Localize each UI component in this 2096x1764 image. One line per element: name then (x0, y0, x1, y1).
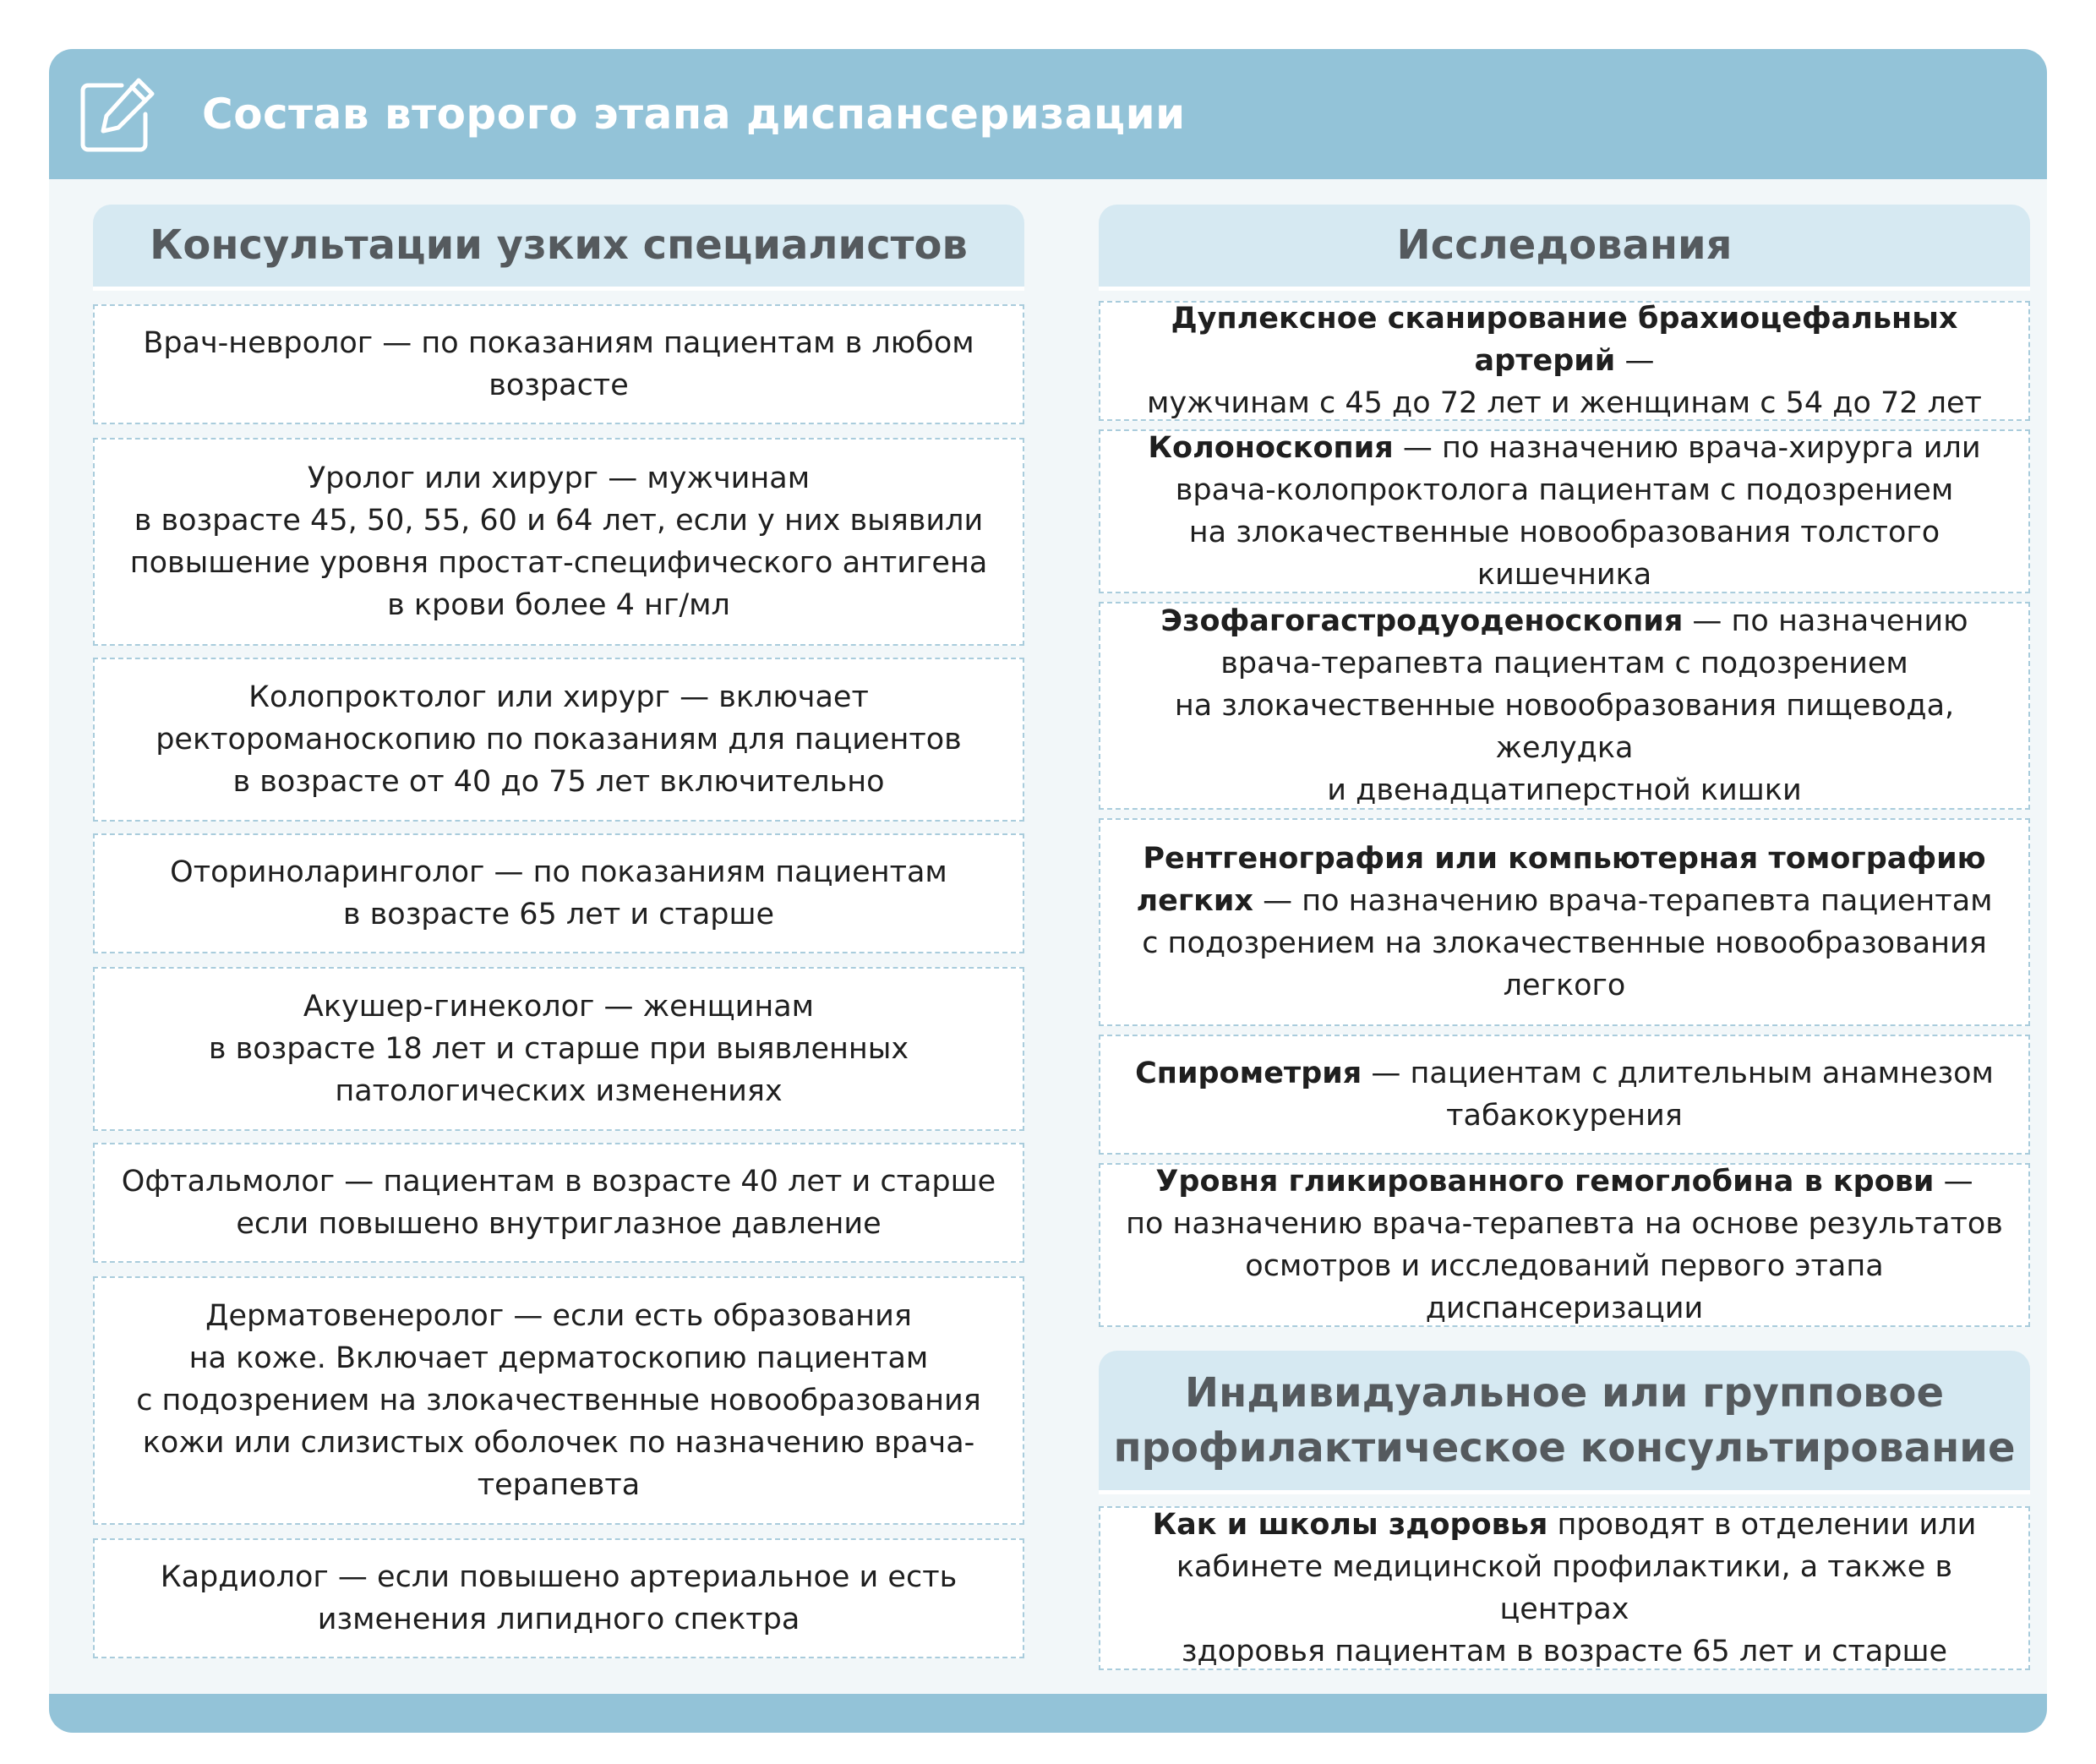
card-text (1136, 838, 1992, 1007)
counseling-heading (1099, 1351, 2030, 1494)
card-text (1112, 1161, 2017, 1330)
card-text (1112, 427, 2017, 596)
specialist-card-ophthalmologist (93, 1143, 1024, 1263)
exam-card-colonoscopy (1099, 429, 2030, 593)
card-title: Уровня гликированного гемоглобина в крови (1155, 1165, 1935, 1199)
edit-icon (78, 74, 159, 155)
card-title: Колоноскопия (1148, 431, 1394, 465)
consultations-heading (93, 205, 1024, 291)
counseling-heading-text: Индивидуальное или групповое профилактическое консультирование (1113, 1368, 2016, 1472)
page-title: Состав второго этапа диспансеризации (202, 90, 1186, 139)
card-text (1112, 600, 2017, 811)
card-title: Дуплексное сканирование брахиоцефальных артерий (1171, 302, 1958, 378)
card-title: Эзофагогастродуоденоскопия (1160, 604, 1684, 638)
header-bar (49, 49, 2047, 179)
card-body: — по назначению врача-терапевта пациентам с подозрением на злокачественные новообразования легкого (1142, 884, 1993, 1002)
exam-card-egds (1099, 602, 2030, 810)
specialist-card-dermatologist (93, 1276, 1024, 1525)
card-text: Уролог или хирург — мужчинам в возрасте 45, 50, 55, 60 и 64 лет, если у них выявили повышение уровня простат-специфического антигена в крови более 4 нг/мл (129, 461, 988, 622)
card-text (1135, 1052, 1994, 1137)
specialist-card-otolaryngologist (93, 833, 1024, 953)
card-text: Колопроктолог или хирург — включает ректороманоскопию по показаниям для пациентов в возрасте от 40 до 75 лет включительно (156, 680, 962, 799)
card-text: Акушер-гинеколог — женщинам в возрасте 18 лет и старше при выявленных патологических изменениях (208, 990, 909, 1108)
card-title: Рентгенография или компьютерная томографию легких (1136, 842, 1986, 918)
specialist-card-gynecologist (93, 967, 1024, 1131)
card-text (1112, 1504, 2017, 1673)
card-text: Дерматовенеролог — если есть образования на коже. Включает дерматоскопию пациентам с подозрением на злокачественные новообразования кожи или слизистых оболочек по назначению врача- терапевта (136, 1299, 981, 1502)
card-text (1112, 298, 2017, 424)
exam-card-duplex-scan (1099, 301, 2030, 421)
card-text: Офтальмолог — пациентам в возрасте 40 лет и старше если повышено внутриглазное давление (121, 1165, 996, 1241)
card-text: Оториноларинголог — по показаниям пациентам в возрасте 65 лет и старше (170, 855, 947, 931)
card-body: — пациентам с длительным анамнезом табакокурения (1371, 1057, 1994, 1133)
card-body: — по назначению врача-терапевта пациентам с подозрением на злокачественные новообразования пищевода, желудка и двенадцатиперстной кишки (1174, 604, 1968, 807)
card-text: Врач-невролог — по показаниям пациентам в любом возрасте (143, 326, 974, 402)
card-body: проводят в отделении или кабинете медицинской профилактики, а также в центрах здоровья пациентам в возрасте 65 лет и старше (1176, 1508, 1977, 1668)
card-body: — мужчинам с 45 до 72 лет и женщинам с 54 до 72 лет (1147, 344, 1982, 420)
specialist-card-cardiologist (93, 1538, 1024, 1658)
infographic-panel (49, 49, 2047, 1733)
card-title: Спирометрия (1135, 1057, 1362, 1090)
specialist-card-coloproctologist (93, 658, 1024, 822)
card-body: — по назначению врача-терапевта на основе результатов осмотров и исследований первого этапа диспансеризации (1126, 1165, 2003, 1325)
card-body: — по назначению врача-хирурга или врача-колопроктолога пациентам с подозрением на злокачественные новообразования толстого кишечника (1175, 431, 1981, 592)
examinations-heading (1099, 205, 2030, 291)
exam-card-hba1c (1099, 1163, 2030, 1327)
exam-card-spirometry (1099, 1035, 2030, 1155)
examinations-heading-text: Исследования (1396, 221, 1733, 270)
card-title: Как и школы здоровья (1152, 1508, 1548, 1542)
footer-bar (49, 1694, 2047, 1733)
consultations-heading-text: Консультации узких специалистов (150, 221, 968, 270)
counseling-card (1099, 1506, 2030, 1670)
specialist-card-urologist (93, 438, 1024, 646)
card-text: Кардиолог — если повышено артериальное и есть изменения липидного спектра (160, 1560, 958, 1636)
exam-card-xray-ct (1099, 818, 2030, 1026)
specialist-card-neurologist (93, 304, 1024, 424)
